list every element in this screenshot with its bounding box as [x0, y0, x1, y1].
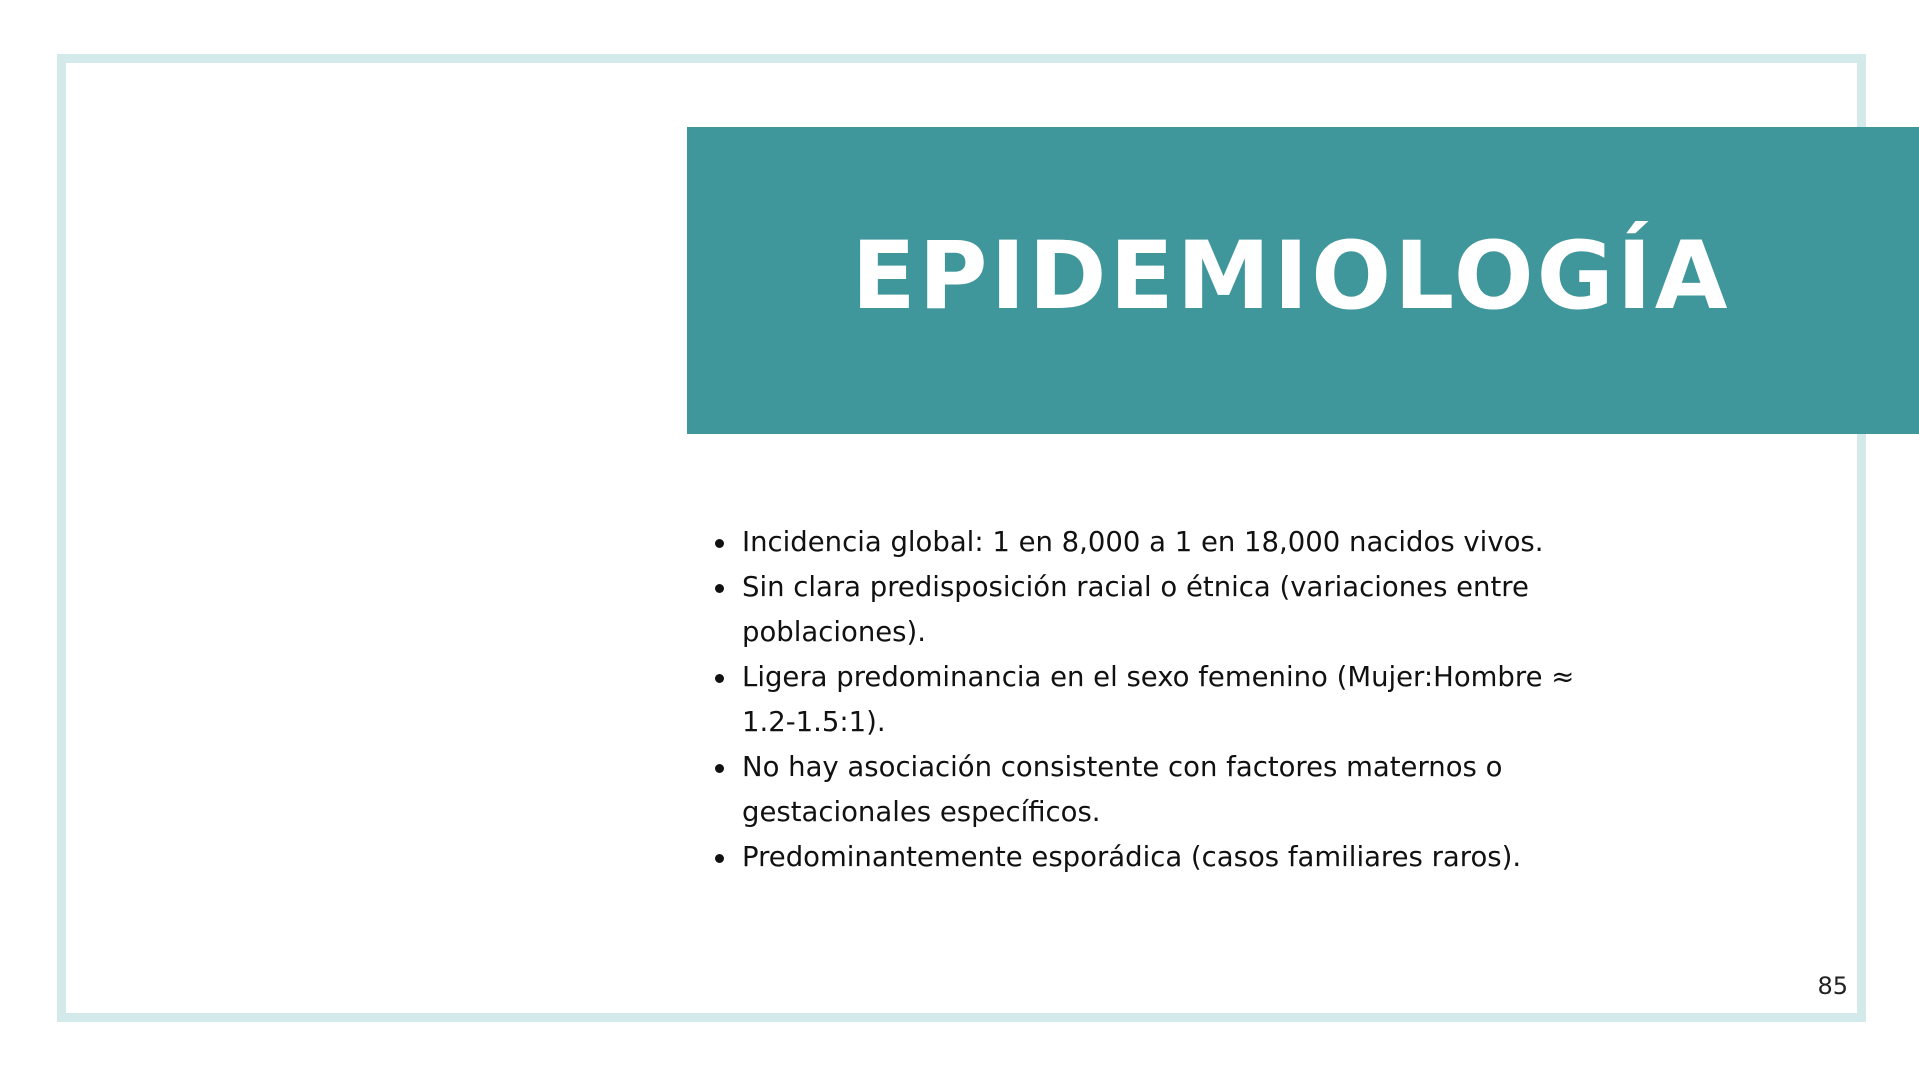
- bullet-dot-icon: [715, 584, 724, 593]
- bullet-text: Incidencia global: 1 en 8,000 a 1 en 18,000 nacidos vivos.: [742, 526, 1544, 558]
- bullet-dot-icon: [715, 674, 724, 683]
- bullet-dot-icon: [715, 764, 724, 773]
- bullet-item: [715, 745, 1615, 835]
- slide-title: EPIDEMIOLOGÍA: [851, 222, 1731, 331]
- bullet-item: [715, 520, 1615, 565]
- bullet-text: Predominantemente esporádica (casos familiares raros).: [742, 841, 1522, 873]
- bullet-item: [715, 565, 1615, 655]
- bullet-item: [715, 835, 1615, 880]
- bullet-text: Sin clara predisposición racial o étnica (variaciones entre poblaciones).: [742, 571, 1529, 648]
- bullet-list: [715, 520, 1615, 880]
- bullet-dot-icon: [715, 854, 724, 863]
- title-banner: [687, 127, 1919, 434]
- page-number: 85: [1817, 972, 1848, 1000]
- bullet-text: Ligera predominancia en el sexo femenino (Mujer:Hombre ≈ 1.2-1.5:1).: [742, 661, 1575, 738]
- bullet-dot-icon: [715, 539, 724, 548]
- bullet-item: [715, 655, 1615, 745]
- bullet-text: No hay asociación consistente con factores maternos o gestacionales específicos.: [742, 751, 1503, 828]
